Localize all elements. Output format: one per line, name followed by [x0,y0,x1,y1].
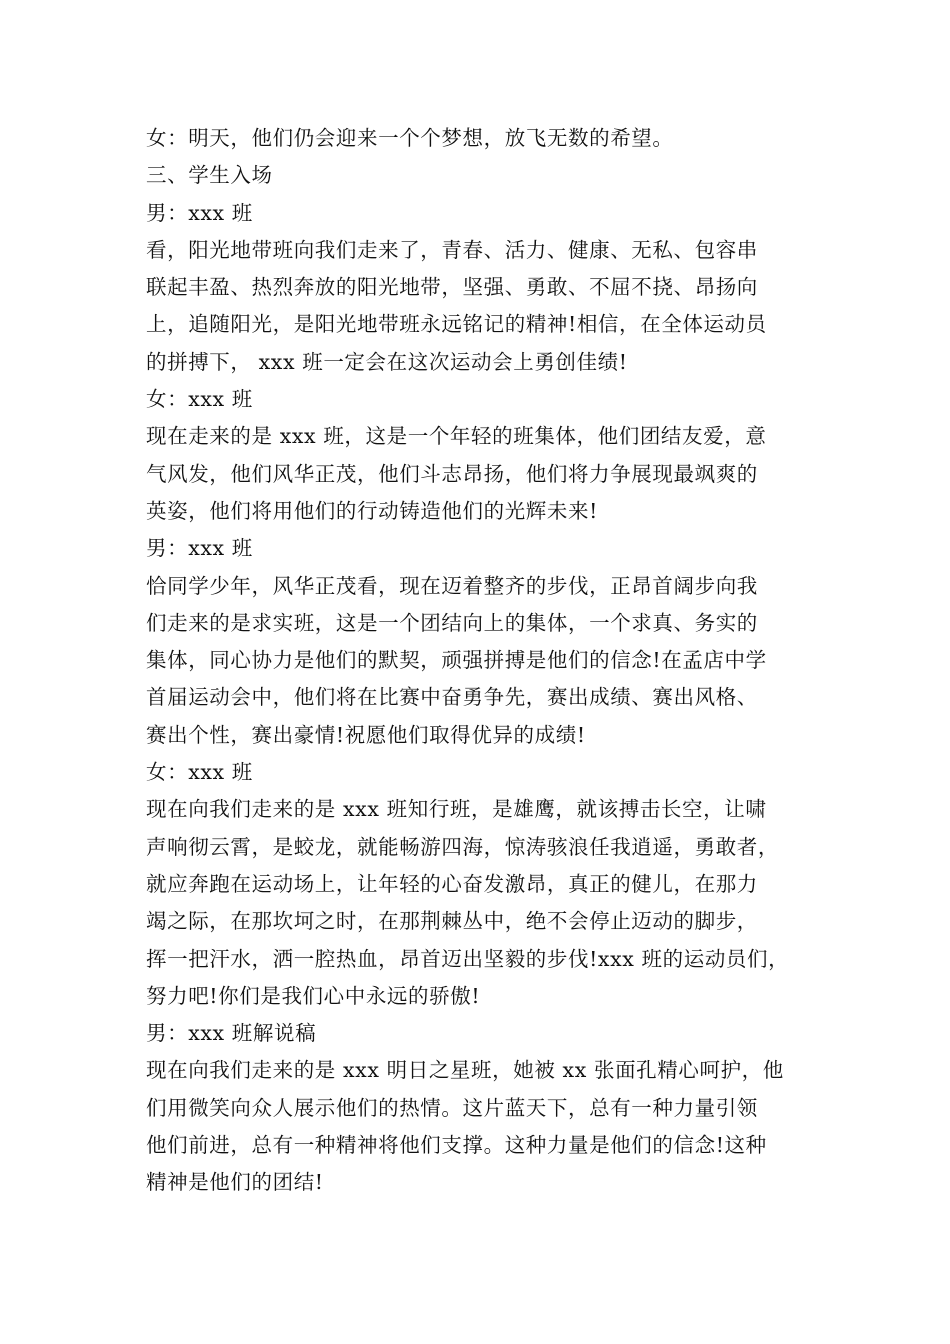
text-line: 上，追随阳光，是阳光地带班永远铭记的精神!相信，在全体运动员 [146,312,767,337]
text-line: 英姿，他们将用他们的行动铸造他们的光辉未来! [146,498,598,523]
text-line: 挥一把汗水，洒一腔热血，昂首迈出坚毅的步伐!xxx 班的运动员们， [146,946,790,971]
text-line: 看，阳光地带班向我们走来了，青春、活力、健康、无私、包容串 [146,237,758,262]
text-line: 气风发，他们风华正茂，他们斗志昂扬，他们将力争展现最飒爽的 [146,461,758,486]
speaker-line: 女：xxx 班 [146,387,253,412]
text-line: 现在向我们走来的是 xxx 班知行班，是雄鹰，就该搏击长空，让啸 [146,797,767,822]
text-line: 们用微笑向众人展示他们的热情。这片蓝天下，总有一种力量引领 [146,1095,758,1120]
text-line: 的拼搏下， xxx 班一定会在这次运动会上勇创佳绩! [146,349,628,374]
speaker-line: 男：xxx 班解说稿 [146,1021,317,1046]
section-heading: 三、学生入场 [146,163,273,188]
text-line: 就应奔跑在运动场上，让年轻的心奋发激昂，真正的健儿，在那力 [146,871,758,896]
text-line: 集体，同心协力是他们的默契，顽强拼搏是他们的信念!在孟店中学 [146,648,767,673]
speaker-line: 男：xxx 班 [146,536,253,561]
text-line: 恰同学少年，风华正茂看，现在迈着整齐的步伐，正昂首阔步向我 [146,573,758,598]
text-line: 精神是他们的团结! [146,1170,324,1195]
text-line: 首届运动会中，他们将在比赛中奋勇争先，赛出成绩、赛出风格、 [146,685,758,710]
text-line: 们走来的是求实班，这是一个团结向上的集体，一个求真、务实的 [146,610,758,635]
text-line: 联起丰盈、热烈奔放的阳光地带，坚强、勇敢、不屈不挠、昂扬向 [146,275,758,300]
text-line: 女：明天，他们仍会迎来一个个梦想，放飞无数的希望。 [146,126,674,150]
text-line: 现在走来的是 xxx 班，这是一个年轻的班集体，他们团结友爱，意 [146,424,767,449]
text-line: 竭之际，在那坎坷之时，在那荆棘丛中，绝不会停止迈动的脚步， [146,909,758,934]
text-line: 声响彻云霄，是蛟龙，就能畅游四海，惊涛骇浪任我逍遥，勇敢者， [146,834,779,859]
text-line: 努力吧!你们是我们心中永远的骄傲! [146,983,481,1008]
document-body [146,120,826,1202]
speaker-line: 女：xxx 班 [146,760,253,785]
text-line: 现在向我们走来的是 xxx 明日之星班，她被 xx 张面孔精心呵护，他 [146,1058,784,1083]
text-line: 他们前进，总有一种精神将他们支撑。这种力量是他们的信念!这种 [146,1133,767,1158]
speaker-line: 男：xxx 班 [146,200,253,225]
text-line: 赛出个性，赛出豪情!祝愿他们取得优异的成绩! [146,722,586,747]
